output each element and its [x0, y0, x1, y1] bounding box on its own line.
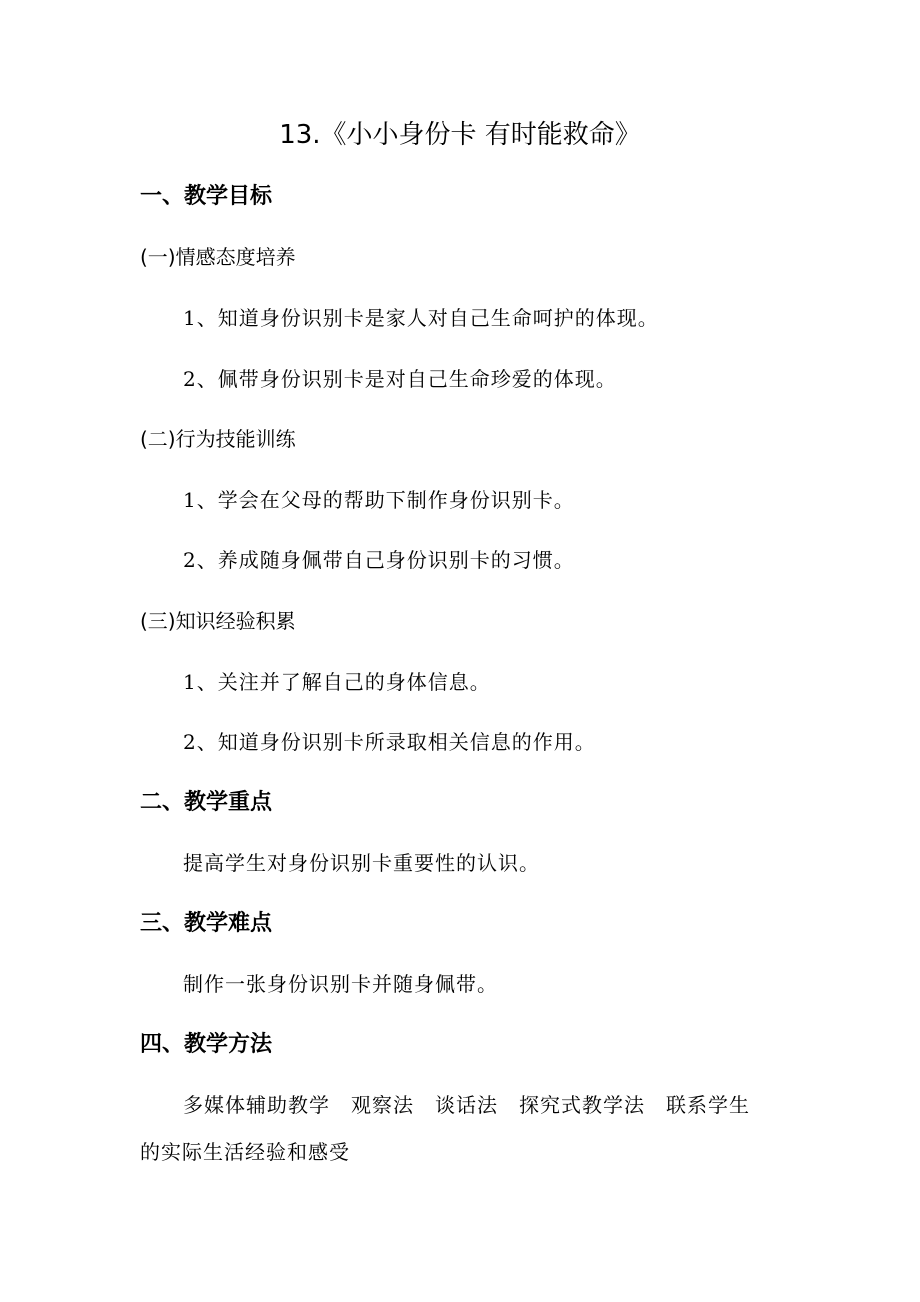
subsection-heading-skills: (二)行为技能训练	[140, 427, 296, 451]
list-item: 2、养成随身佩带自己身份识别卡的习惯。	[183, 548, 575, 572]
difficulties-text: 制作一张身份识别卡并随身佩带。	[183, 972, 498, 996]
list-item: 1、知道身份识别卡是家人对自己生命呵护的体现。	[183, 306, 659, 330]
list-item: 1、学会在父母的帮助下制作身份识别卡。	[183, 488, 575, 512]
document-title: 13.《小小身份卡 有时能救命》	[279, 120, 641, 150]
subsection-heading-knowledge: (三)知识经验积累	[140, 609, 296, 633]
methods-text-line-2: 的实际生活经验和感受	[140, 1140, 350, 1164]
section-heading-objectives: 一、教学目标	[140, 184, 273, 209]
methods-text-line-1: 多媒体辅助教学 观察法 谈话法 探究式教学法 联系学生	[183, 1093, 750, 1117]
subsection-heading-emotion: (一)情感态度培养	[140, 245, 296, 269]
key-points-text: 提高学生对身份识别卡重要性的认识。	[183, 851, 540, 875]
list-item: 2、佩带身份识别卡是对自己生命珍爱的体现。	[183, 367, 617, 391]
section-heading-difficulties: 三、教学难点	[140, 911, 273, 936]
list-item: 1、关注并了解自己的身体信息。	[183, 670, 491, 694]
section-heading-methods: 四、教学方法	[140, 1032, 273, 1057]
section-heading-key-points: 二、教学重点	[140, 790, 273, 815]
list-item: 2、知道身份识别卡所录取相关信息的作用。	[183, 730, 596, 754]
